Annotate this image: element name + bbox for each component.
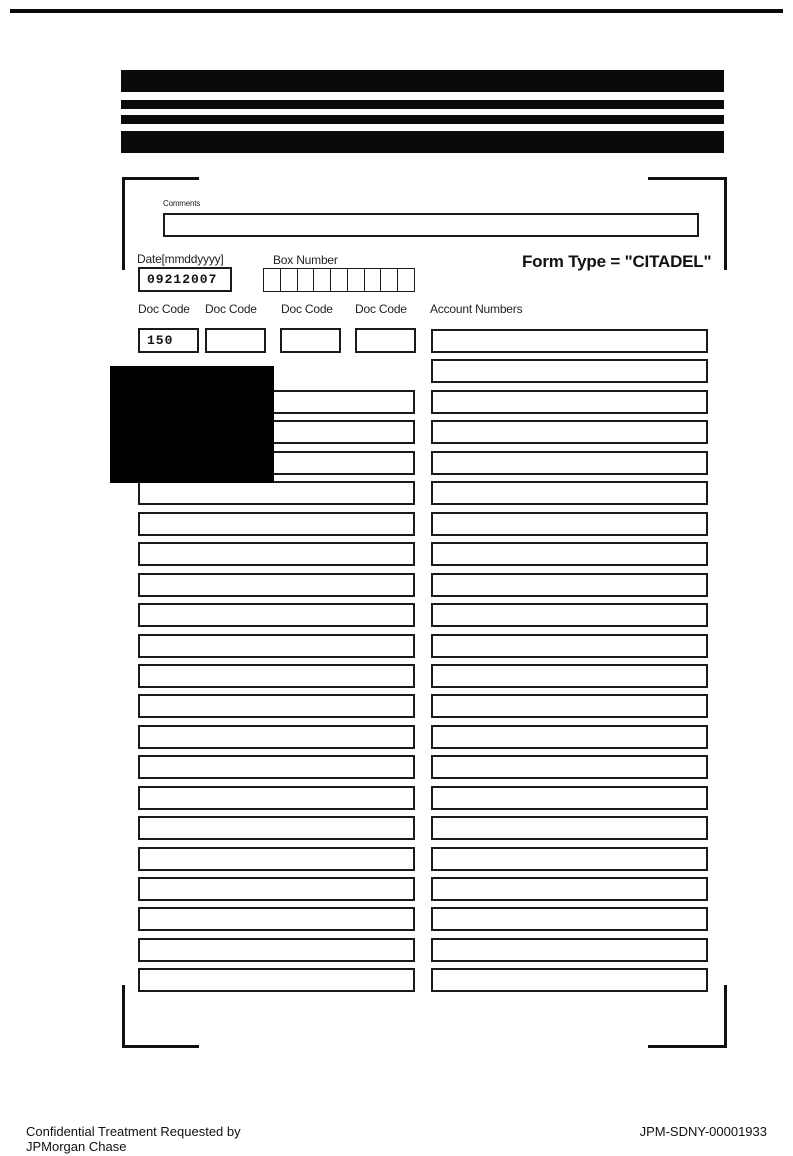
box-number-cell [263, 268, 280, 292]
date-value: 09212007 [147, 272, 218, 287]
right-account-field[interactable] [431, 755, 708, 779]
left-account-field[interactable] [138, 816, 415, 840]
left-account-field[interactable] [138, 755, 415, 779]
top-rule [10, 9, 783, 13]
corner-mark-bottom-left [122, 985, 199, 1048]
left-account-field[interactable] [138, 694, 415, 718]
box-number-cell [380, 268, 397, 292]
doc-code-label-1: Doc Code [138, 302, 190, 316]
left-account-field[interactable] [138, 542, 415, 566]
left-account-field[interactable] [138, 634, 415, 658]
doc-code-field-4[interactable] [355, 328, 416, 353]
right-account-field[interactable] [431, 786, 708, 810]
right-account-field[interactable] [431, 420, 708, 444]
form-type-title: Form Type = "CITADEL" [522, 252, 712, 271]
header-bar-3 [121, 115, 724, 124]
doc-code-label-4: Doc Code [355, 302, 407, 316]
right-account-field[interactable] [431, 694, 708, 718]
date-field[interactable] [138, 267, 232, 292]
doc-code-label-3: Doc Code [281, 302, 333, 316]
header-bar-4 [121, 131, 724, 153]
header-bar-1 [121, 70, 724, 92]
box-number-label: Box Number [273, 253, 338, 267]
corner-mark-bottom-right [648, 985, 727, 1048]
box-number-cell [313, 268, 330, 292]
right-account-field[interactable] [431, 390, 708, 414]
right-account-field[interactable] [431, 816, 708, 840]
right-account-field[interactable] [431, 877, 708, 901]
left-account-field[interactable] [138, 968, 415, 992]
confidential-notice [26, 1124, 241, 1154]
left-account-field[interactable] [138, 877, 415, 901]
right-account-field[interactable] [431, 573, 708, 597]
right-account-field[interactable] [431, 512, 708, 536]
doc-code-field-3[interactable] [280, 328, 341, 353]
box-number-field[interactable] [263, 268, 415, 292]
left-account-field[interactable] [138, 725, 415, 749]
box-number-cell [364, 268, 381, 292]
box-number-cell [297, 268, 314, 292]
left-account-field[interactable] [138, 512, 415, 536]
right-account-field[interactable] [431, 359, 708, 383]
box-number-cell [347, 268, 364, 292]
right-account-field[interactable] [431, 968, 708, 992]
left-account-field[interactable] [138, 907, 415, 931]
doc-code-field-1[interactable] [138, 328, 199, 353]
left-account-field[interactable] [138, 481, 415, 505]
doc-code-field-2[interactable] [205, 328, 266, 353]
right-account-field[interactable] [431, 451, 708, 475]
right-account-field[interactable] [431, 907, 708, 931]
doc-code-label-2: Doc Code [205, 302, 257, 316]
comments-field[interactable] [163, 213, 699, 237]
header-bar-2 [121, 100, 724, 109]
right-account-field[interactable] [431, 542, 708, 566]
left-account-field[interactable] [138, 786, 415, 810]
right-account-field[interactable] [431, 725, 708, 749]
box-number-cell [397, 268, 415, 292]
right-account-field[interactable] [431, 847, 708, 871]
account-numbers-label: Account Numbers [430, 302, 523, 316]
redaction-block [110, 366, 274, 483]
right-account-field[interactable] [431, 329, 708, 353]
comments-label: Comments [163, 199, 201, 208]
right-account-field[interactable] [431, 938, 708, 962]
right-account-field[interactable] [431, 481, 708, 505]
doc-code-value-1: 150 [147, 333, 174, 348]
left-account-field[interactable] [138, 938, 415, 962]
box-number-cell [330, 268, 347, 292]
left-account-field[interactable] [138, 664, 415, 688]
confidential-line-1: Confidential Treatment Requested by [26, 1124, 241, 1139]
right-account-field[interactable] [431, 664, 708, 688]
left-account-field[interactable] [138, 847, 415, 871]
confidential-line-2: JPMorgan Chase [26, 1139, 127, 1154]
left-account-field[interactable] [138, 573, 415, 597]
date-label: Date[mmddyyyy] [137, 252, 224, 266]
left-account-field[interactable] [138, 603, 415, 627]
bates-number: JPM-SDNY-00001933 [639, 1124, 767, 1139]
right-account-field[interactable] [431, 603, 708, 627]
right-account-field[interactable] [431, 634, 708, 658]
box-number-cell [280, 268, 297, 292]
